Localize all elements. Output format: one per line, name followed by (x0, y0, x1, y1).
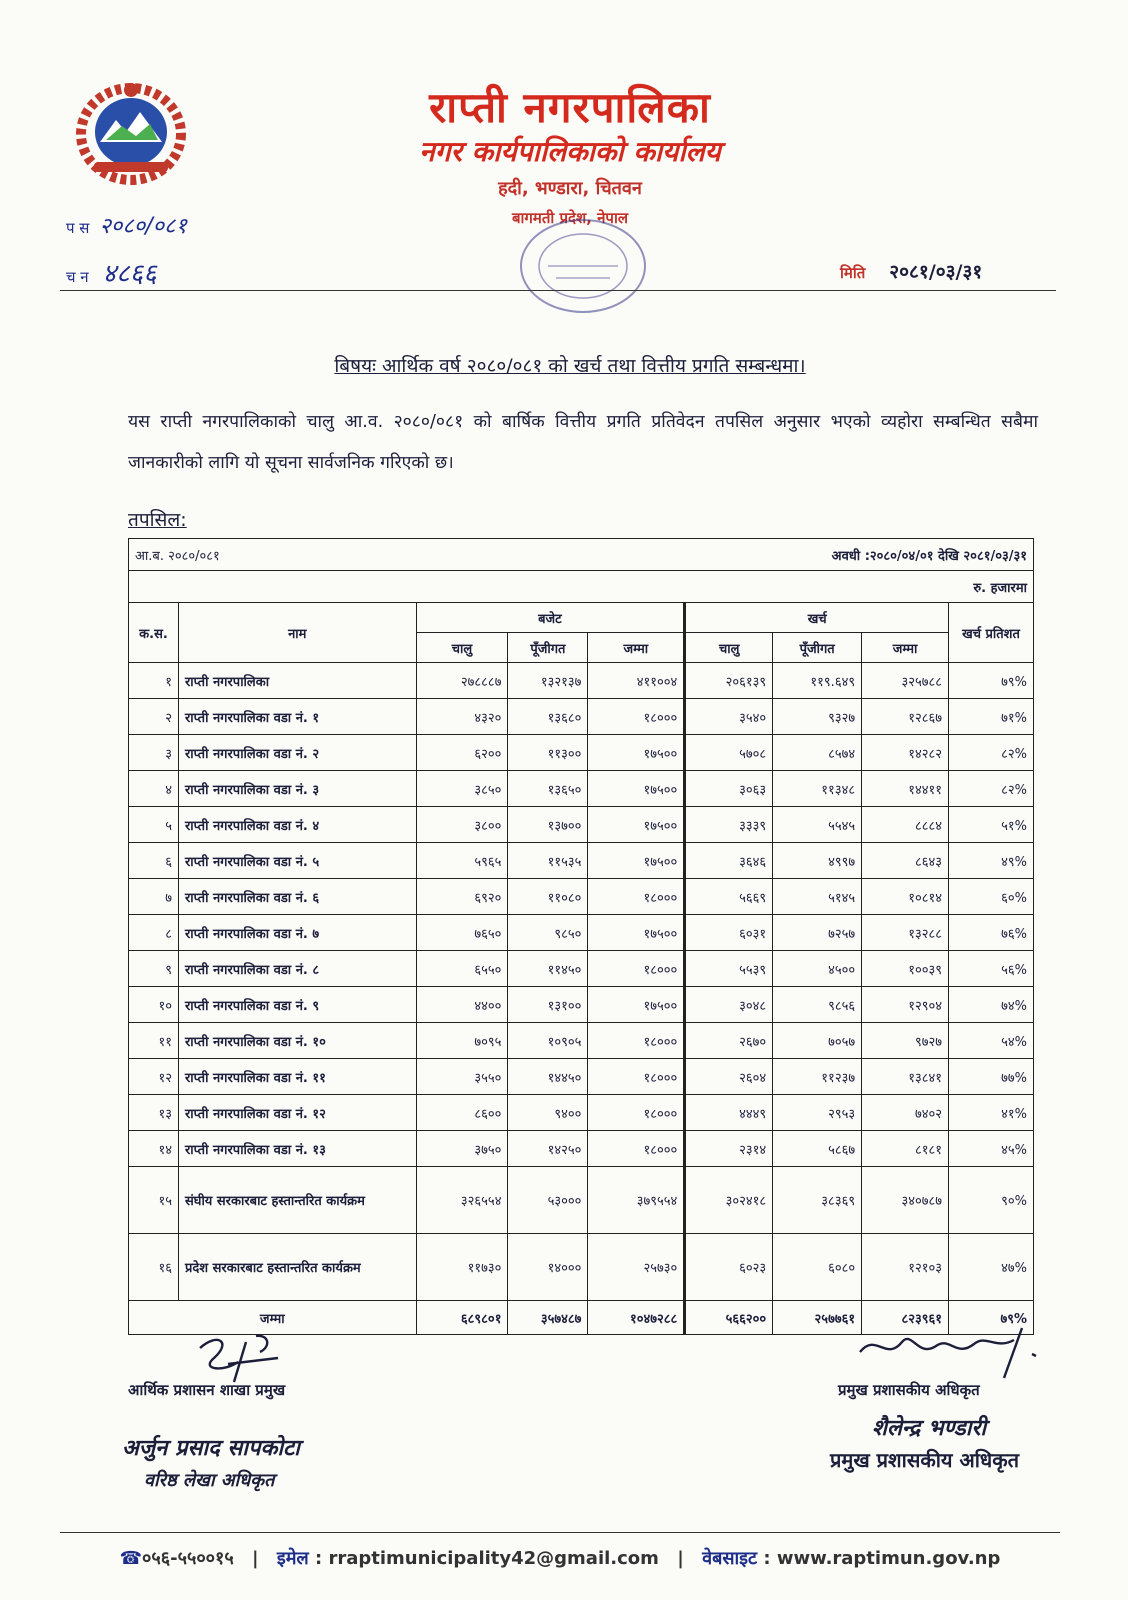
cell-b-cap: १४४५० (508, 1059, 588, 1095)
row-sn: ७ (129, 879, 179, 915)
phone-icon: ☎ (119, 1548, 143, 1569)
row-sn: १२ (129, 1059, 179, 1095)
cell-b-tot: १८००० (588, 951, 685, 987)
table-row (129, 1234, 1034, 1301)
row-name: राप्ती नगरपालिका वडा नं. १३ (178, 1131, 416, 1167)
header-expense-current: चालु (685, 633, 773, 663)
table-row (129, 771, 1034, 807)
row-name: राप्ती नगरपालिका वडा नं. ४ (178, 807, 416, 843)
footer-contact: ☎०५६-५५००१५ | इमेल : rraptimunicipality42@gmail.com | वेबसाइट : www.raptimun.gov.np (119, 1548, 1001, 1569)
cell-b-tot: १८००० (588, 1059, 685, 1095)
address-line-1: हदी, भण्डारा, चितवन (498, 178, 642, 199)
ps-value: २०८०/०८१ (99, 214, 187, 239)
cell-b-tot: १८००० (588, 1095, 685, 1131)
row-name: राप्ती नगरपालिका वडा नं. १ (178, 699, 416, 735)
cell-b-cur: ६५५० (416, 951, 508, 987)
cell-b-tot: १७५०० (588, 771, 685, 807)
cell-pct: ५४% (949, 1023, 1034, 1059)
cell-pct: ५१% (949, 807, 1034, 843)
right-signatory-role: प्रमुख प्रशासकीय अधिकृत (838, 1381, 980, 1399)
cell-e-cur: २६०४ (685, 1059, 773, 1095)
chief-administrative-officer-signature (846, 1322, 1066, 1382)
reference-cn (66, 254, 157, 290)
cell-e-tot: १२९०४ (862, 987, 949, 1023)
row-sn: १० (129, 987, 179, 1023)
table-row (129, 987, 1034, 1023)
cell-e-cur: ६०३१ (685, 915, 773, 951)
total-label: जम्मा (129, 1301, 417, 1335)
row-sn: १६ (129, 1234, 179, 1301)
cell-b-tot: १७५०० (588, 843, 685, 879)
table-row (129, 699, 1034, 735)
letter-subject: बिषयः आर्थिक वर्ष २०८०/०८१ को खर्च तथा वित्तीय प्रगति सम्बन्धमा। (334, 355, 806, 377)
row-name: राप्ती नगरपालिका वडा नं. ७ (178, 915, 416, 951)
address-line-2: बागमती प्रदेश, नेपाल (511, 209, 629, 227)
cell-e-tot: १३२८८ (862, 915, 949, 951)
footer-email-link[interactable]: rraptimunicipality42@gmail.com (328, 1548, 659, 1569)
cell-e-cur: २०६१३९ (685, 663, 773, 699)
total-e-tot: ८२३९६१ (862, 1301, 949, 1335)
row-sn: ४ (129, 771, 179, 807)
details-heading: तपसिल: (128, 509, 187, 531)
cell-e-tot: ८१८१ (862, 1131, 949, 1167)
footer-website-link[interactable]: www.raptimun.gov.np (776, 1548, 1001, 1569)
row-name: राप्ती नगरपालिका वडा नं. ६ (178, 879, 416, 915)
row-sn: ५ (129, 807, 179, 843)
cell-e-cap: ७०५७ (773, 1023, 862, 1059)
row-name: राप्ती नगरपालिका वडा नं. १० (178, 1023, 416, 1059)
row-name: राप्ती नगरपालिका वडा नं. ८ (178, 951, 416, 987)
cell-e-tot: ७४०२ (862, 1095, 949, 1131)
cell-e-cur: ३०२४१८ (685, 1167, 773, 1234)
row-name: राप्ती नगरपालिका (178, 663, 416, 699)
cell-b-cur: ३७५० (416, 1131, 508, 1167)
row-name: राप्ती नगरपालिका वडा नं. १२ (178, 1095, 416, 1131)
header-budget: बजेट (416, 603, 685, 633)
table-row (129, 807, 1034, 843)
cell-b-cur: ८६०० (416, 1095, 508, 1131)
cell-e-tot: १२१०३ (862, 1234, 949, 1301)
cell-pct: ७६% (949, 915, 1034, 951)
cell-e-tot: ९७२७ (862, 1023, 949, 1059)
cell-b-cap: १३६५० (508, 771, 588, 807)
date-value: २०८१/०३/३१ (889, 261, 983, 283)
reference-ps (66, 210, 187, 240)
cell-pct: ४५% (949, 1131, 1034, 1167)
cell-e-tot: १४२८२ (862, 735, 949, 771)
fiscal-year: आ.ब. २०८०/०८१ (135, 548, 220, 564)
cell-b-cur: ६९२० (416, 879, 508, 915)
table-row (129, 843, 1034, 879)
cell-pct: ८२% (949, 771, 1034, 807)
cell-pct: ५६% (949, 951, 1034, 987)
cell-e-cap: ५५४५ (773, 807, 862, 843)
table-row (129, 1167, 1034, 1234)
table-meta-row (129, 539, 1034, 571)
cell-e-cur: २३१४ (685, 1131, 773, 1167)
total-e-cap: २५७७६१ (773, 1301, 862, 1335)
header-name: नाम (178, 603, 416, 663)
cell-e-cap: २९५३ (773, 1095, 862, 1131)
left-signatory-role: आर्थिक प्रशासन शाखा प्रमुख (128, 1381, 286, 1399)
total-e-cur: ५६६२०० (685, 1301, 773, 1335)
row-name: प्रदेश सरकारबाट हस्तान्तरित कार्यक्रम (178, 1234, 416, 1301)
table-row (129, 879, 1034, 915)
cell-b-cur: ४४०० (416, 987, 508, 1023)
cell-e-cap: ८५७४ (773, 735, 862, 771)
municipality-title: राप्ती नगरपालिका (429, 83, 711, 132)
header-divider (60, 290, 1056, 291)
letter-body: यस राप्ती नगरपालिकाको चालु आ.व. २०८०/०८१ को बार्षिक वित्तीय प्रगति प्रतिवेदन तपसिल अनुसार भएको व्यहोरा सम्बन्धित सबैमा जानकारीको लागि यो सूचना सार्वजनिक गरिएको छ। (128, 412, 1038, 473)
cell-b-cur: ४३२० (416, 699, 508, 735)
cell-pct: ४९% (949, 843, 1034, 879)
total-b-cap: ३५७४८७ (508, 1301, 588, 1335)
header-expense-total: जम्मा (862, 633, 949, 663)
cell-b-cap: १४००० (508, 1234, 588, 1301)
cell-b-tot: १८००० (588, 879, 685, 915)
cell-e-cur: ३०४८ (685, 987, 773, 1023)
total-pct: ७९% (949, 1301, 1034, 1335)
left-signatory-name: अर्जुन प्रसाद सापकोटा (122, 1436, 300, 1461)
cell-b-cap: १३७०० (508, 807, 588, 843)
cell-b-cap: १३२१३७ (508, 663, 588, 699)
cell-e-cap: ११३४८ (773, 771, 862, 807)
cell-b-tot: २५७३० (588, 1234, 685, 1301)
cell-b-cap: ११३०० (508, 735, 588, 771)
row-sn: ६ (129, 843, 179, 879)
cell-pct: ७९% (949, 663, 1034, 699)
header-expense: खर्च (685, 603, 949, 633)
cell-e-cur: २६७० (685, 1023, 773, 1059)
cn-value: ४८६६ (102, 259, 157, 289)
cell-e-tot: ८६४३ (862, 843, 949, 879)
cell-e-cur: ५६६९ (685, 879, 773, 915)
amount-unit: रु. हजारमा (973, 580, 1027, 596)
cell-e-cap: ३८३६९ (773, 1167, 862, 1234)
cell-b-cur: ३८०० (416, 807, 508, 843)
cell-pct: ४१% (949, 1095, 1034, 1131)
row-name: राप्ती नगरपालिका वडा नं. ११ (178, 1059, 416, 1095)
cell-e-cur: ३३३९ (685, 807, 773, 843)
total-b-tot: १०४७२८८ (588, 1301, 685, 1335)
progress-table (128, 538, 1034, 1335)
row-name: राप्ती नगरपालिका वडा नं. ३ (178, 771, 416, 807)
table-unit-row (129, 571, 1034, 603)
right-signatory-name: शैलेन्द्र भण्डारी (872, 1416, 987, 1441)
footer-divider (60, 1532, 1060, 1533)
cell-e-cur: ५७०८ (685, 735, 773, 771)
cell-b-cur: ७६५० (416, 915, 508, 951)
cell-e-tot: १००३९ (862, 951, 949, 987)
cell-b-tot: १७५०० (588, 915, 685, 951)
cell-b-tot: ४११००४ (588, 663, 685, 699)
cell-e-cur: ४४४९ (685, 1095, 773, 1131)
cell-e-cap: ९३२७ (773, 699, 862, 735)
cell-b-cur: ३८५० (416, 771, 508, 807)
cell-e-cap: ५१४५ (773, 879, 862, 915)
table-row (129, 951, 1034, 987)
row-sn: ११ (129, 1023, 179, 1059)
cell-e-tot: १२८६७ (862, 699, 949, 735)
row-sn: १ (129, 663, 179, 699)
header-expense-percent: खर्च प्रतिशत (949, 603, 1034, 663)
table-row (129, 915, 1034, 951)
cell-e-cap: ७२५७ (773, 915, 862, 951)
row-name: राप्ती नगरपालिका वडा नं. २ (178, 735, 416, 771)
cell-e-cur: ५५३९ (685, 951, 773, 987)
table-row (129, 1059, 1034, 1095)
header-budget-capital: पूँजीगत (508, 633, 588, 663)
cell-b-tot: ३७९५५४ (588, 1167, 685, 1234)
cell-b-cap: ५३००० (508, 1167, 588, 1234)
footer-separator: | (677, 1548, 684, 1569)
cell-e-tot: ८८८४ (862, 807, 949, 843)
row-name: राप्ती नगरपालिका वडा नं. ५ (178, 843, 416, 879)
cell-b-tot: १७५०० (588, 807, 685, 843)
footer-email-label: इमेल (276, 1548, 309, 1569)
cell-b-cur: ६२०० (416, 735, 508, 771)
header-budget-current: चालु (416, 633, 508, 663)
cell-e-cap: ११९.६४९ (773, 663, 862, 699)
cell-e-cap: ९८५६ (773, 987, 862, 1023)
cell-pct: ७७% (949, 1059, 1034, 1095)
footer-phone: ०५६-५५००१५ (142, 1548, 234, 1569)
cell-b-cap: १४२५० (508, 1131, 588, 1167)
cell-b-cur: ७०९५ (416, 1023, 508, 1059)
cell-e-tot: ३२५७८८ (862, 663, 949, 699)
row-name: संघीय सरकारबाट हस्तान्तरित कार्यक्रम (178, 1167, 416, 1234)
total-b-cur: ६८९८०१ (416, 1301, 508, 1335)
cell-b-tot: १७५०० (588, 987, 685, 1023)
date-label: मिति (840, 264, 866, 282)
cell-b-cap: ११०८० (508, 879, 588, 915)
cell-b-cap: १०९०५ (508, 1023, 588, 1059)
row-sn: ९ (129, 951, 179, 987)
row-name: राप्ती नगरपालिका वडा नं. ९ (178, 987, 416, 1023)
cell-e-tot: ३४०७८७ (862, 1167, 949, 1234)
cell-e-cap: ५८६७ (773, 1131, 862, 1167)
office-subtitle: नगर कार्यपालिकाको कार्यालय (419, 135, 721, 168)
cn-label: च न (66, 268, 89, 286)
cell-b-cap: ९८५० (508, 915, 588, 951)
cell-e-tot: १३८४१ (862, 1059, 949, 1095)
cell-b-cur: ३२६५५४ (416, 1167, 508, 1234)
header-sn: क.स. (129, 603, 179, 663)
accounts-chief-signature (128, 1328, 368, 1388)
cell-pct: ६०% (949, 879, 1034, 915)
cell-b-cur: ११७३० (416, 1234, 508, 1301)
cell-pct: ७१% (949, 699, 1034, 735)
cell-pct: ८२% (949, 735, 1034, 771)
cell-b-cur: ५९६५ (416, 843, 508, 879)
report-period: अवधी :२०८०/०४/०१ देखि २०८१/०३/३१ (831, 548, 1027, 564)
cell-b-cap: १३६८० (508, 699, 588, 735)
municipality-emblem-icon (66, 74, 196, 190)
left-signatory-post: वरिष्ठ लेखा अधिकृत (144, 1470, 275, 1491)
row-sn: २ (129, 699, 179, 735)
footer-website-label: वेबसाइट (702, 1548, 758, 1569)
row-sn: ३ (129, 735, 179, 771)
cell-b-tot: १८००० (588, 1131, 685, 1167)
table-row (129, 1131, 1034, 1167)
cell-pct: ४७% (949, 1234, 1034, 1301)
table-row (129, 663, 1034, 699)
ps-label: प स (66, 219, 90, 237)
row-sn: १५ (129, 1167, 179, 1234)
right-signatory-post: प्रमुख प्रशासकीय अधिकृत (830, 1448, 1019, 1472)
row-sn: ८ (129, 915, 179, 951)
cell-e-tot: १४४११ (862, 771, 949, 807)
row-sn: १३ (129, 1095, 179, 1131)
cell-e-cur: ३०६३ (685, 771, 773, 807)
cell-b-cap: १३१०० (508, 987, 588, 1023)
cell-e-cur: ३६४६ (685, 843, 773, 879)
header-budget-total: जम्मा (588, 633, 685, 663)
cell-pct: ९०% (949, 1167, 1034, 1234)
table-row (129, 735, 1034, 771)
cell-b-tot: १८००० (588, 1023, 685, 1059)
cell-e-cap: ११२३७ (773, 1059, 862, 1095)
office-stamp-icon (508, 210, 658, 322)
cell-e-cap: ६०८० (773, 1234, 862, 1301)
table-row (129, 1095, 1034, 1131)
cell-e-cap: ४५०० (773, 951, 862, 987)
table-header-row-1 (129, 603, 1034, 633)
cell-b-cap: ९४०० (508, 1095, 588, 1131)
header-expense-capital: पूँजीगत (773, 633, 862, 663)
cell-b-cap: ११४५० (508, 951, 588, 987)
cell-b-cap: ११५३५ (508, 843, 588, 879)
row-sn: १४ (129, 1131, 179, 1167)
cell-b-tot: १८००० (588, 699, 685, 735)
cell-e-cur: ३५४० (685, 699, 773, 735)
cell-e-cur: ६०२३ (685, 1234, 773, 1301)
letter-date (840, 258, 982, 284)
cell-e-cap: ४९९७ (773, 843, 862, 879)
table-row (129, 1023, 1034, 1059)
cell-b-cur: ३५५० (416, 1059, 508, 1095)
cell-pct: ७४% (949, 987, 1034, 1023)
footer-separator: | (252, 1548, 259, 1569)
cell-b-tot: १७५०० (588, 735, 685, 771)
cell-b-cur: २७८८८७ (416, 663, 508, 699)
cell-e-tot: १०८१४ (862, 879, 949, 915)
